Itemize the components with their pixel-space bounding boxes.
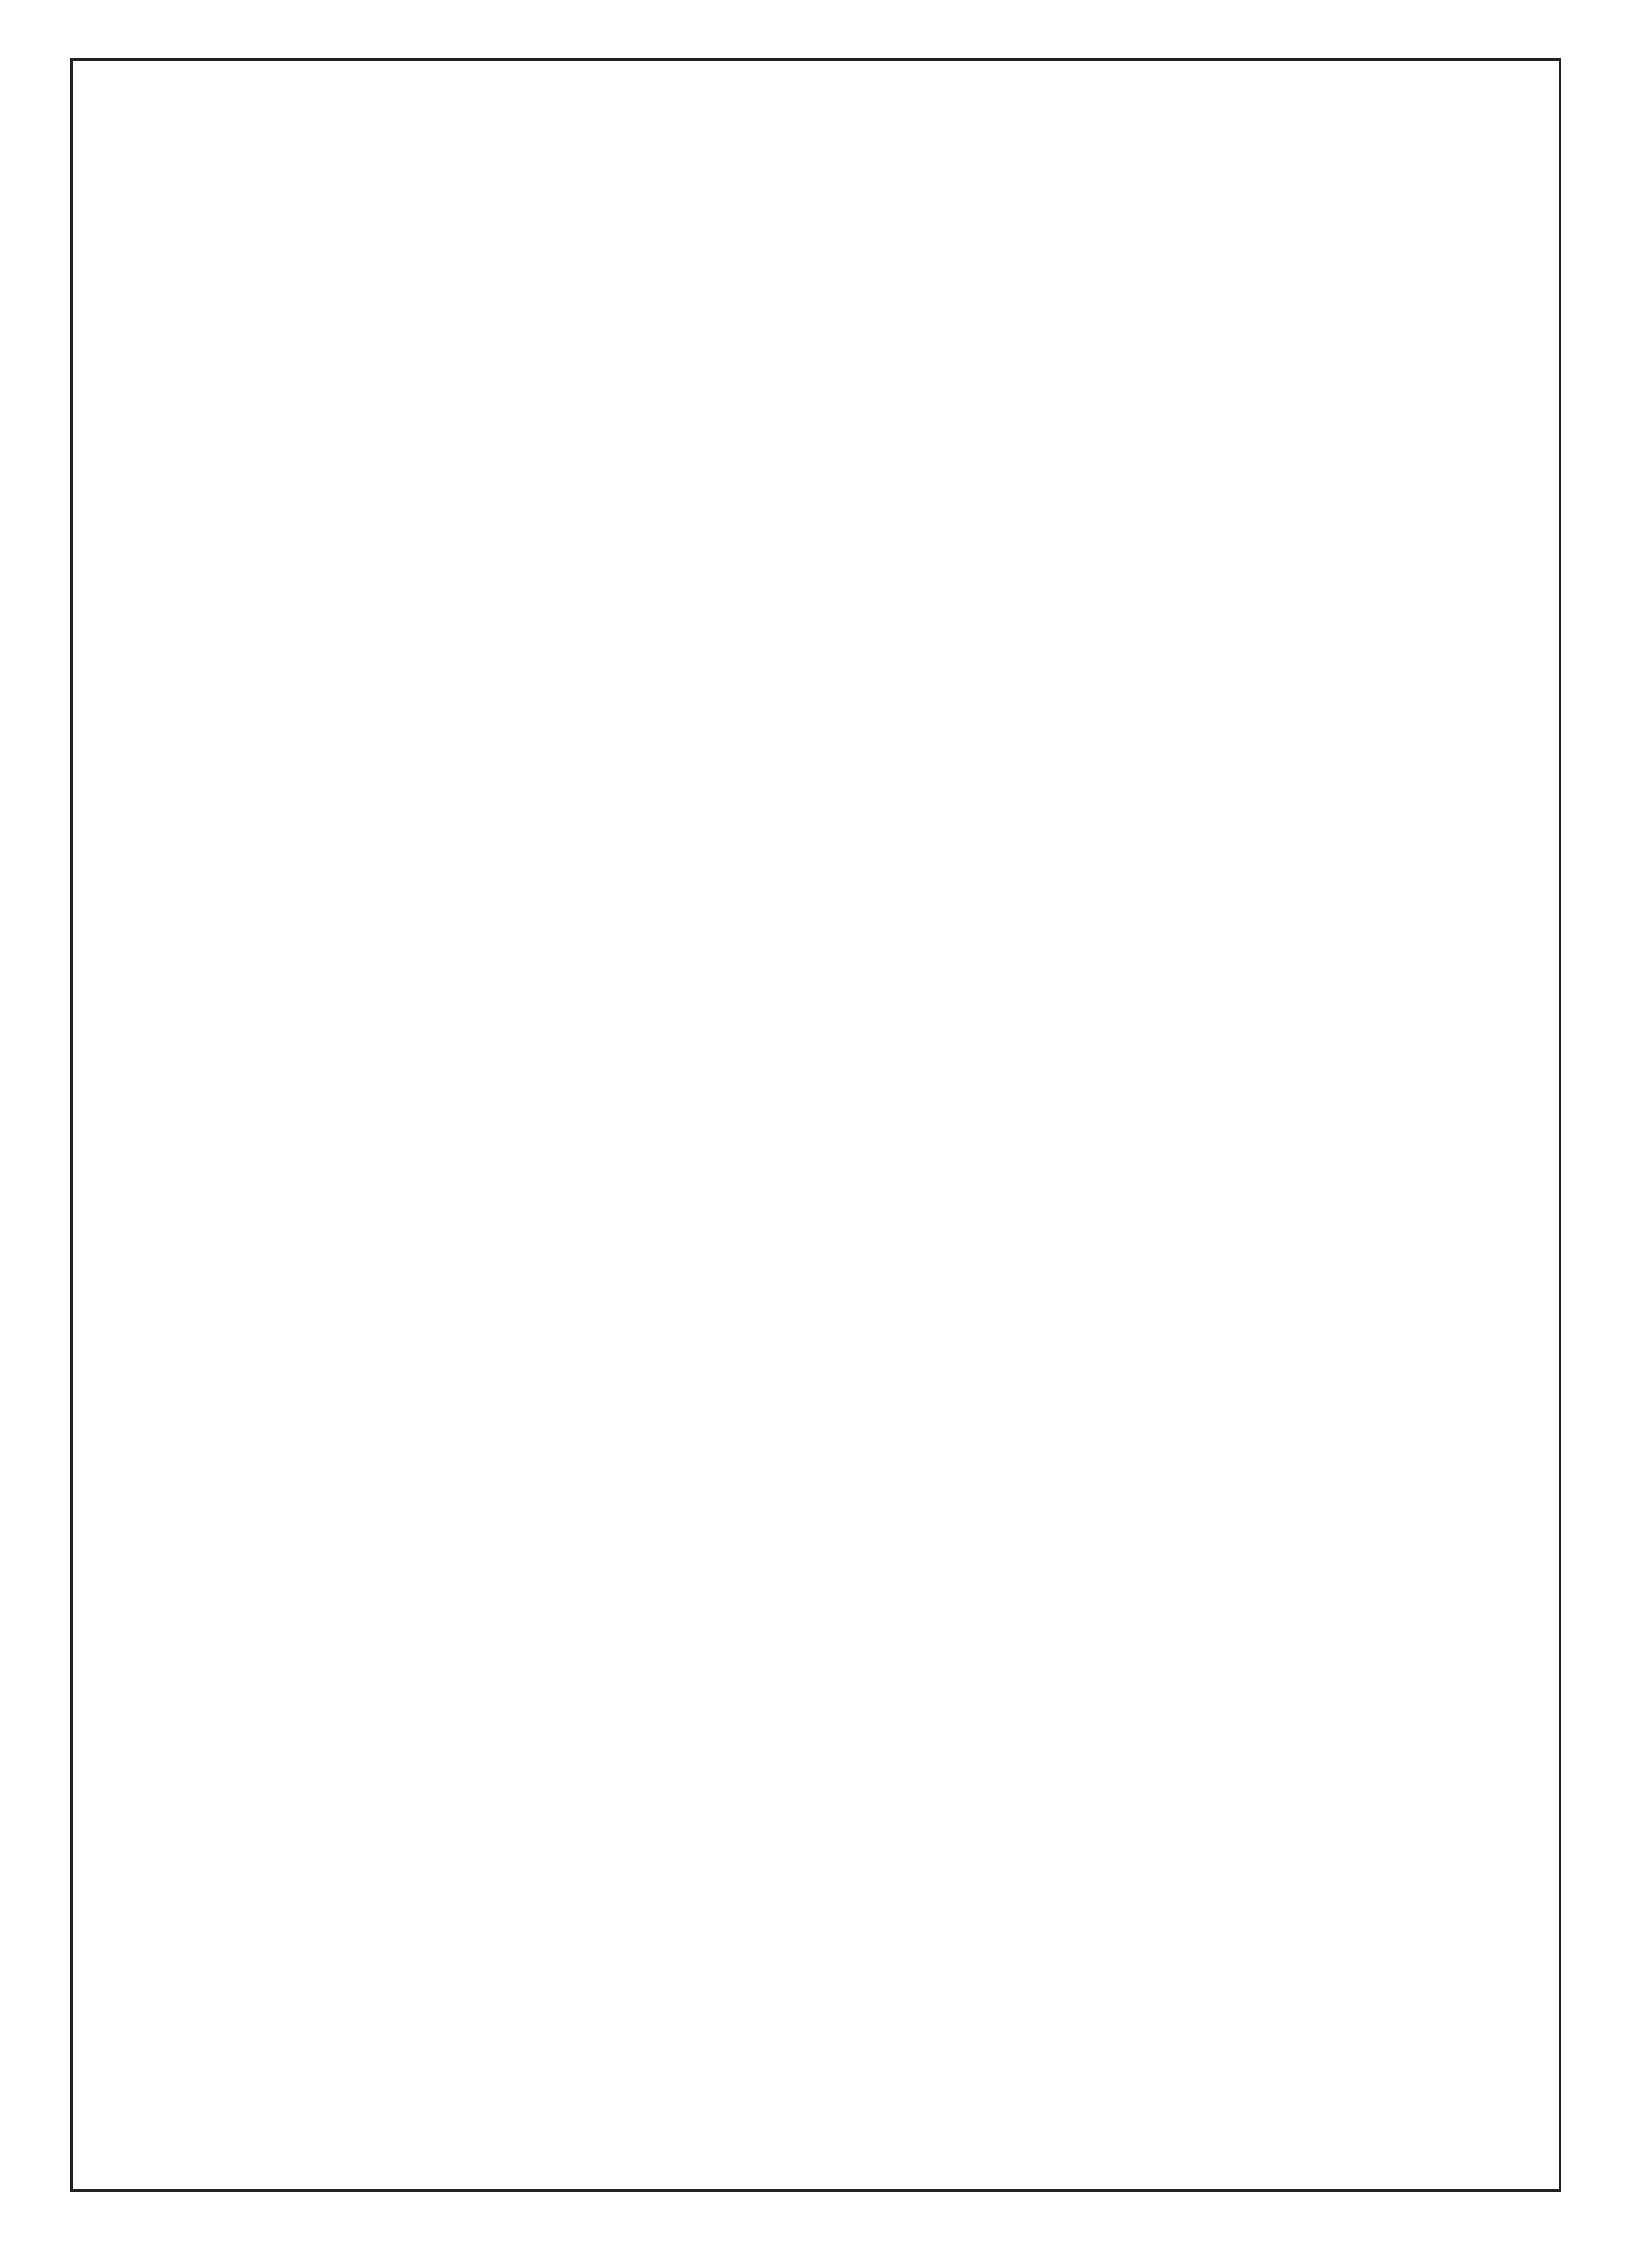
document-frame <box>70 58 1561 2192</box>
